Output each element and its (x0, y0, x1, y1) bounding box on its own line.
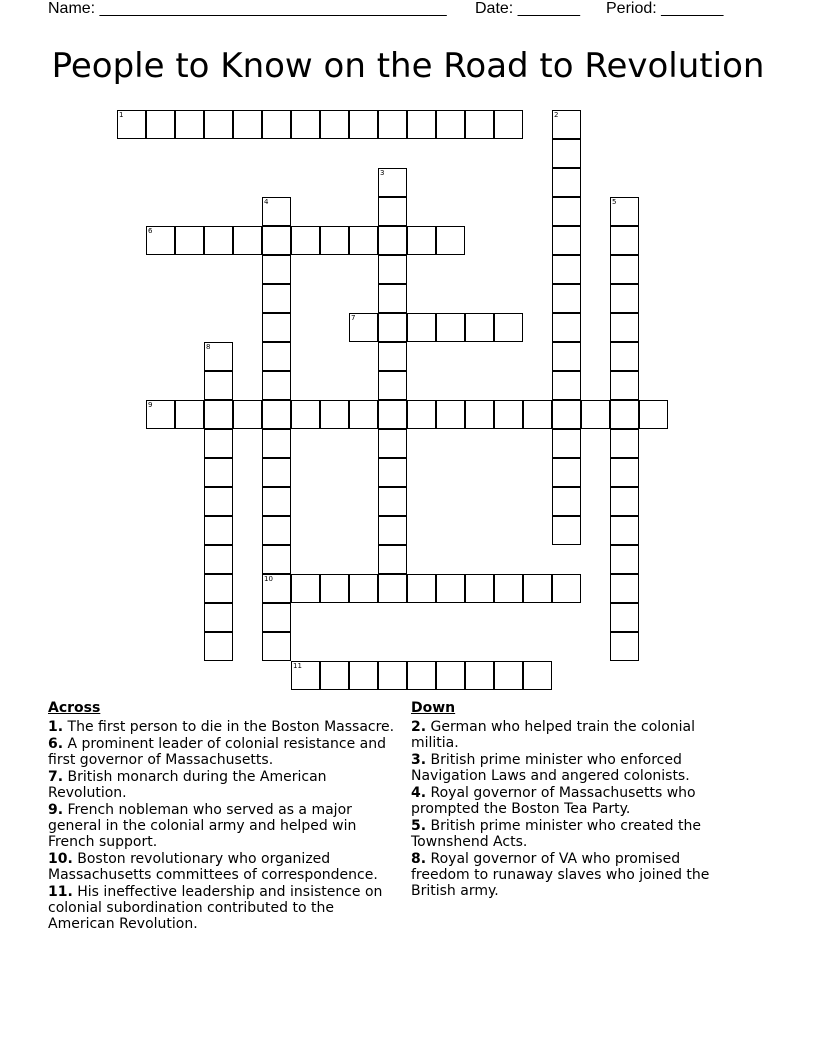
grid-cell[interactable] (378, 487, 407, 516)
down-clue: 4. Royal governor of Massachusetts who prompted the Boston Tea Party. (411, 785, 696, 817)
grid-cell[interactable] (552, 400, 581, 429)
clue-number: 4 (264, 198, 269, 206)
grid-cell[interactable] (204, 400, 233, 429)
grid-cell[interactable] (494, 574, 523, 603)
grid-cell[interactable] (407, 661, 436, 690)
grid-cell[interactable] (262, 574, 291, 603)
across-clue: 7. British monarch during the American Revolution. (48, 769, 327, 801)
grid-cell[interactable] (146, 226, 175, 255)
down-clue: 8. Royal governor of VA who promised freedom to runaway slaves who joined the British army. (411, 851, 710, 899)
grid-cell[interactable] (610, 400, 639, 429)
grid-cell[interactable] (320, 226, 349, 255)
grid-cell[interactable] (204, 458, 233, 487)
grid-cell[interactable] (291, 661, 320, 690)
grid-cell[interactable] (204, 429, 233, 458)
grid-cell[interactable] (233, 110, 262, 139)
grid-cell[interactable] (639, 400, 668, 429)
date-field-label: Date: _______ (475, 0, 580, 17)
name-field-label: Name: _______________________________________ (48, 0, 447, 17)
grid-cell[interactable] (465, 400, 494, 429)
grid-cell[interactable] (349, 226, 378, 255)
grid-cell[interactable] (610, 429, 639, 458)
grid-cell[interactable] (378, 400, 407, 429)
grid-cell[interactable] (204, 226, 233, 255)
grid-cell[interactable] (465, 110, 494, 139)
grid-cell[interactable] (378, 226, 407, 255)
grid-cell[interactable] (407, 400, 436, 429)
grid-cell[interactable] (262, 400, 291, 429)
grid-cell[interactable] (581, 400, 610, 429)
grid-cell[interactable] (233, 226, 262, 255)
grid-cell[interactable] (262, 545, 291, 574)
grid-cell[interactable] (262, 516, 291, 545)
grid-cell[interactable] (552, 255, 581, 284)
grid-cell[interactable] (552, 313, 581, 342)
grid-cell[interactable] (436, 110, 465, 139)
grid-cell[interactable] (291, 110, 320, 139)
grid-cell[interactable] (610, 487, 639, 516)
grid-cell[interactable] (436, 226, 465, 255)
grid-cell[interactable] (552, 458, 581, 487)
down-clue: 5. British prime minister who created the Townshend Acts. (411, 818, 701, 850)
grid-cell[interactable] (610, 284, 639, 313)
grid-cell[interactable] (610, 342, 639, 371)
across-heading: Across (48, 700, 101, 716)
grid-cell[interactable] (610, 458, 639, 487)
grid-cell[interactable] (552, 226, 581, 255)
grid-cell[interactable] (378, 429, 407, 458)
clue-number: 2 (554, 111, 559, 119)
across-clue: 6. A prominent leader of colonial resistance and first governor of Massachusetts. (48, 736, 386, 768)
clue-number: 7 (351, 314, 356, 322)
grid-cell[interactable] (204, 516, 233, 545)
grid-cell[interactable] (204, 632, 233, 661)
grid-cell[interactable] (175, 226, 204, 255)
grid-cell[interactable] (378, 516, 407, 545)
grid-cell[interactable] (610, 545, 639, 574)
grid-cell[interactable] (320, 110, 349, 139)
grid-cell[interactable] (146, 400, 175, 429)
grid-cell[interactable] (610, 516, 639, 545)
grid-cell[interactable] (262, 226, 291, 255)
grid-cell[interactable] (465, 661, 494, 690)
grid-cell[interactable] (552, 516, 581, 545)
grid-cell[interactable] (233, 400, 262, 429)
grid-cell[interactable] (204, 545, 233, 574)
down-clue: 3. British prime minister who enforced Navigation Laws and angered colonists. (411, 752, 690, 784)
grid-cell[interactable] (378, 371, 407, 400)
grid-cell[interactable] (436, 313, 465, 342)
grid-cell[interactable] (349, 400, 378, 429)
grid-cell[interactable] (378, 197, 407, 226)
grid-cell[interactable] (262, 313, 291, 342)
page-title: People to Know on the Road to Revolution (51, 46, 765, 86)
grid-cell[interactable] (204, 110, 233, 139)
clue-number: 11 (293, 662, 302, 670)
grid-cell[interactable] (291, 226, 320, 255)
grid-cell[interactable] (320, 400, 349, 429)
grid-cell[interactable] (523, 661, 552, 690)
grid-cell[interactable] (552, 487, 581, 516)
clue-number: 8 (206, 343, 211, 351)
grid-cell[interactable] (610, 632, 639, 661)
grid-cell[interactable] (465, 574, 494, 603)
across-clue: 10. Boston revolutionary who organized Massachusetts committees of correspondence. (48, 851, 378, 883)
grid-cell[interactable] (378, 458, 407, 487)
grid-cell[interactable] (552, 139, 581, 168)
across-clue: 11. His ineffective leadership and insistence on colonial subordination contributed to the American Revolution. (48, 884, 383, 932)
grid-cell[interactable] (204, 574, 233, 603)
grid-cell[interactable] (378, 545, 407, 574)
down-clues (411, 700, 741, 900)
grid-cell[interactable] (552, 168, 581, 197)
grid-cell[interactable] (407, 574, 436, 603)
grid-cell[interactable] (523, 574, 552, 603)
grid-cell[interactable] (175, 110, 204, 139)
grid-cell[interactable] (204, 603, 233, 632)
grid-cell[interactable] (494, 313, 523, 342)
grid-cell[interactable] (262, 342, 291, 371)
grid-cell[interactable] (349, 110, 378, 139)
grid-cell[interactable] (494, 400, 523, 429)
grid-cell[interactable] (262, 197, 291, 226)
grid-cell[interactable] (610, 197, 639, 226)
grid-cell[interactable] (378, 284, 407, 313)
grid-cell[interactable] (262, 603, 291, 632)
across-clue: 9. French nobleman who served as a major general in the colonial army and helped win French support. (48, 802, 357, 850)
grid-cell[interactable] (349, 574, 378, 603)
grid-cell[interactable] (146, 110, 175, 139)
grid-cell[interactable] (204, 342, 233, 371)
grid-cell[interactable] (378, 574, 407, 603)
grid-cell[interactable] (436, 574, 465, 603)
grid-cell[interactable] (552, 574, 581, 603)
grid-cell[interactable] (378, 110, 407, 139)
grid-cell[interactable] (552, 197, 581, 226)
grid-cell[interactable] (552, 429, 581, 458)
grid-cell[interactable] (610, 574, 639, 603)
grid-cell[interactable] (407, 313, 436, 342)
grid-cell[interactable] (262, 429, 291, 458)
grid-cell[interactable] (262, 255, 291, 284)
grid-cell[interactable] (320, 661, 349, 690)
grid-cell[interactable] (262, 284, 291, 313)
grid-cell[interactable] (407, 226, 436, 255)
grid-cell[interactable] (204, 487, 233, 516)
clue-number: 6 (148, 227, 153, 235)
clue-number: 5 (612, 198, 617, 206)
grid-cell[interactable] (610, 371, 639, 400)
grid-cell[interactable] (262, 371, 291, 400)
grid-cell[interactable] (610, 255, 639, 284)
grid-cell[interactable] (610, 313, 639, 342)
grid-cell[interactable] (349, 313, 378, 342)
grid-cell[interactable] (610, 226, 639, 255)
grid-cell[interactable] (523, 400, 552, 429)
clue-number: 3 (380, 169, 385, 177)
grid-cell[interactable] (552, 110, 581, 139)
grid-cell[interactable] (320, 574, 349, 603)
period-field-label: Period: _______ (606, 0, 724, 17)
grid-cell[interactable] (262, 487, 291, 516)
grid-cell[interactable] (494, 110, 523, 139)
grid-cell[interactable] (262, 632, 291, 661)
grid-cell[interactable] (378, 313, 407, 342)
grid-cell[interactable] (175, 400, 204, 429)
grid-cell[interactable] (262, 458, 291, 487)
down-clue: 2. German who helped train the colonial militia. (411, 719, 695, 751)
grid-cell[interactable] (436, 400, 465, 429)
grid-cell[interactable] (610, 603, 639, 632)
across-clue: 1. The first person to die in the Boston Massacre. (48, 719, 395, 735)
grid-cell[interactable] (378, 255, 407, 284)
grid-cell[interactable] (378, 342, 407, 371)
grid-cell[interactable] (465, 313, 494, 342)
grid-cell[interactable] (117, 110, 146, 139)
grid-cell[interactable] (349, 661, 378, 690)
grid-cell[interactable] (204, 371, 233, 400)
grid-cell[interactable] (378, 168, 407, 197)
clue-number: 9 (148, 401, 153, 409)
grid-cell[interactable] (494, 661, 523, 690)
grid-cell[interactable] (407, 110, 436, 139)
grid-cell[interactable] (436, 661, 465, 690)
clue-number: 1 (119, 111, 124, 119)
across-clues (48, 700, 400, 933)
grid-cell[interactable] (291, 400, 320, 429)
grid-cell[interactable] (291, 574, 320, 603)
grid-cell[interactable] (378, 661, 407, 690)
grid-cell[interactable] (552, 284, 581, 313)
down-heading: Down (411, 700, 456, 716)
grid-cell[interactable] (552, 371, 581, 400)
grid-cell[interactable] (262, 110, 291, 139)
grid-cell[interactable] (552, 342, 581, 371)
clue-number: 10 (264, 575, 273, 583)
